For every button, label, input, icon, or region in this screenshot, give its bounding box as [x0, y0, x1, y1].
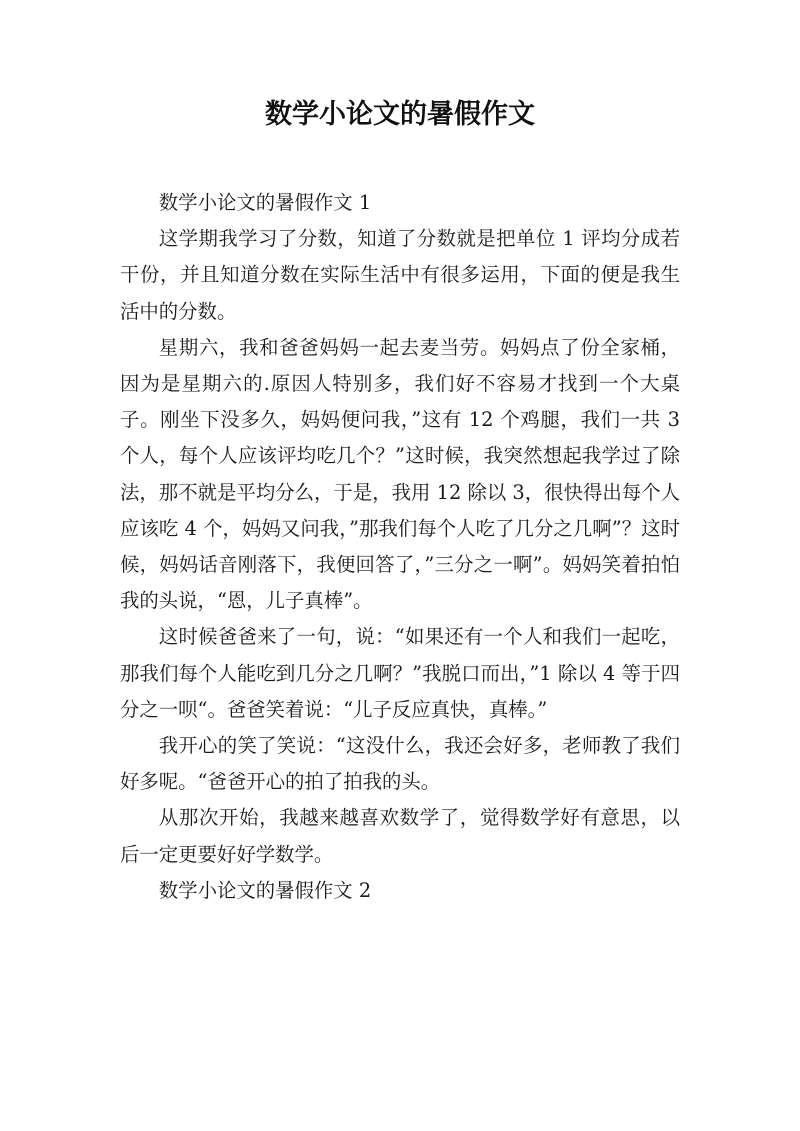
paragraph-4: 我开心的笑了笑说：“这没什么，我还会好多，老师教了我们好多呢。“爸爸开心的拍了拍我的头。 — [120, 734, 680, 794]
document-title: 数学小论文的暑假作文 — [265, 99, 535, 130]
section-heading-1: 数学小论文的暑假作文 1 — [158, 191, 372, 214]
document-body — [120, 185, 680, 909]
paragraph-5: 从那次开始，我越来越喜欢数学了，觉得数学好有意思，以后一定更要好好学数学。 — [120, 806, 680, 866]
paragraph-1: 这学期我学习了分数，知道了分数就是把单位 1 评均分成若干份，并且知道分数在实际生活中有很多运用，下面的便是我生活中的分数。 — [120, 227, 680, 323]
section-heading-2: 数学小论文的暑假作文 2 — [158, 878, 372, 902]
paragraph-2: 星期六，我和爸爸妈妈一起去麦当劳。妈妈点了份全家桶，因为是星期六的.原因人特别多，我们好不容易才找到一个大桌子。刚坐下没多久，妈妈便问我，”这有 12 个鸡腿，我们一共 3 个人，每个人应该评均吃几个？”这时候，我突然想起我学过了除法，那不就是平均分么，于是，我用 12 除以 3，很快得出每个人应该吃 4 个，妈妈又问我，”那我们每个人吃了几分之几啊”？这时候，妈妈话音刚落下，我便回答了，”三分之一啊”。妈妈笑着拍怕我的头说，“恩，儿子真棒”。 — [120, 335, 680, 613]
paragraph-3: 这时候爸爸来了一句，说：“如果还有一个人和我们一起吃，那我们每个人能吃到几分之几啊？”我脱口而出，”1 除以 4 等于四分之一呗“。爸爸笑着说：“儿子反应真快，真棒。” — [120, 625, 680, 721]
